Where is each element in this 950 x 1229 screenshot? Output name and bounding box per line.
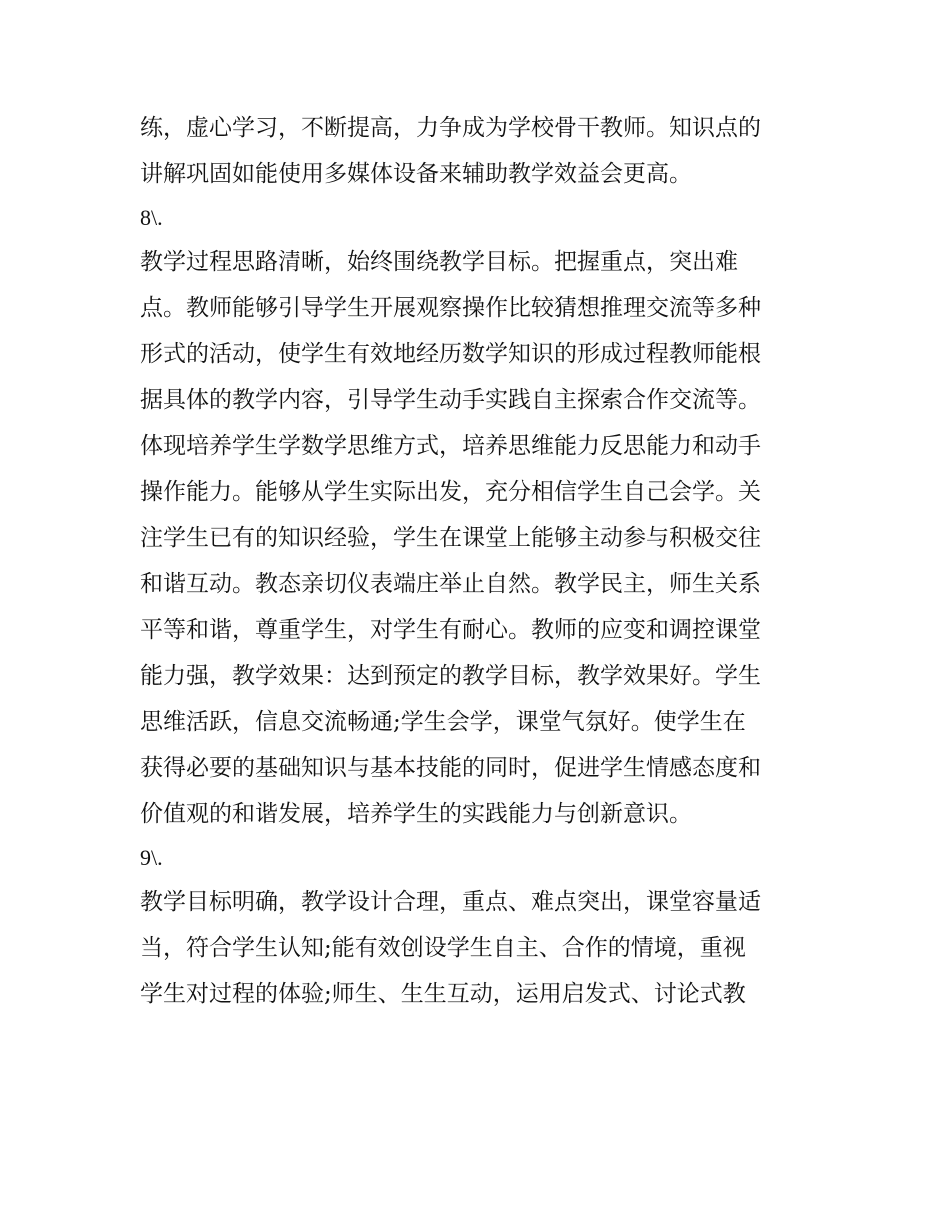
text-line: 点。教师能够引导学生开展观察操作比较猜想推理交流等多种 <box>140 295 761 321</box>
text-line: 体现培养学生学数学思维方式，培养思维能力反思能力和动手 <box>140 433 761 459</box>
document-body <box>140 105 820 1017</box>
text-line: 思维活跃，信息交流畅通;学生会学，课堂气氛好。使学生在 <box>140 709 746 735</box>
text-line: 学生对过程的体验;师生、生生互动，运用启发式、讨论式教 <box>140 981 746 1007</box>
text-line: 讲解巩固如能使用多媒体设备来辅助教学效益会更高。 <box>140 161 692 187</box>
text-line: 和谐互动。教态亲切仪表端庄举止自然。教学民主，师生关系 <box>140 571 761 597</box>
text-line: 注学生已有的知识经验，学生在课堂上能够主动参与积极交往 <box>140 525 761 551</box>
section-number: 9\. <box>140 845 163 870</box>
text-line: 获得必要的基础知识与基本技能的同时，促进学生情感态度和 <box>140 755 761 781</box>
text-line: 教学目标明确，教学设计合理，重点、难点突出，课堂容量适 <box>140 889 761 915</box>
section-number: 8\. <box>140 205 163 230</box>
text-line: 操作能力。能够从学生实际出发，充分相信学生自己会学。关 <box>140 479 761 505</box>
text-line: 平等和谐，尊重学生，对学生有耐心。教师的应变和调控课堂 <box>140 617 761 643</box>
text-line: 形式的活动，使学生有效地经历数学知识的形成过程教师能根 <box>140 341 761 367</box>
text-line: 能力强，教学效果：达到预定的教学目标，教学效果好。学生 <box>140 663 761 689</box>
text-line: 当，符合学生认知;能有效创设学生自主、合作的情境，重视 <box>140 935 746 961</box>
text-line: 据具体的教学内容，引导学生动手实践自主探索合作交流等。 <box>140 387 761 413</box>
text-line: 练，虚心学习，不断提高，力争成为学校骨干教师。知识点的 <box>140 115 761 141</box>
text-line: 教学过程思路清晰，始终围绕教学目标。把握重点，突出难 <box>140 249 738 275</box>
text-line: 价值观的和谐发展，培养学生的实践能力与创新意识。 <box>140 801 692 827</box>
